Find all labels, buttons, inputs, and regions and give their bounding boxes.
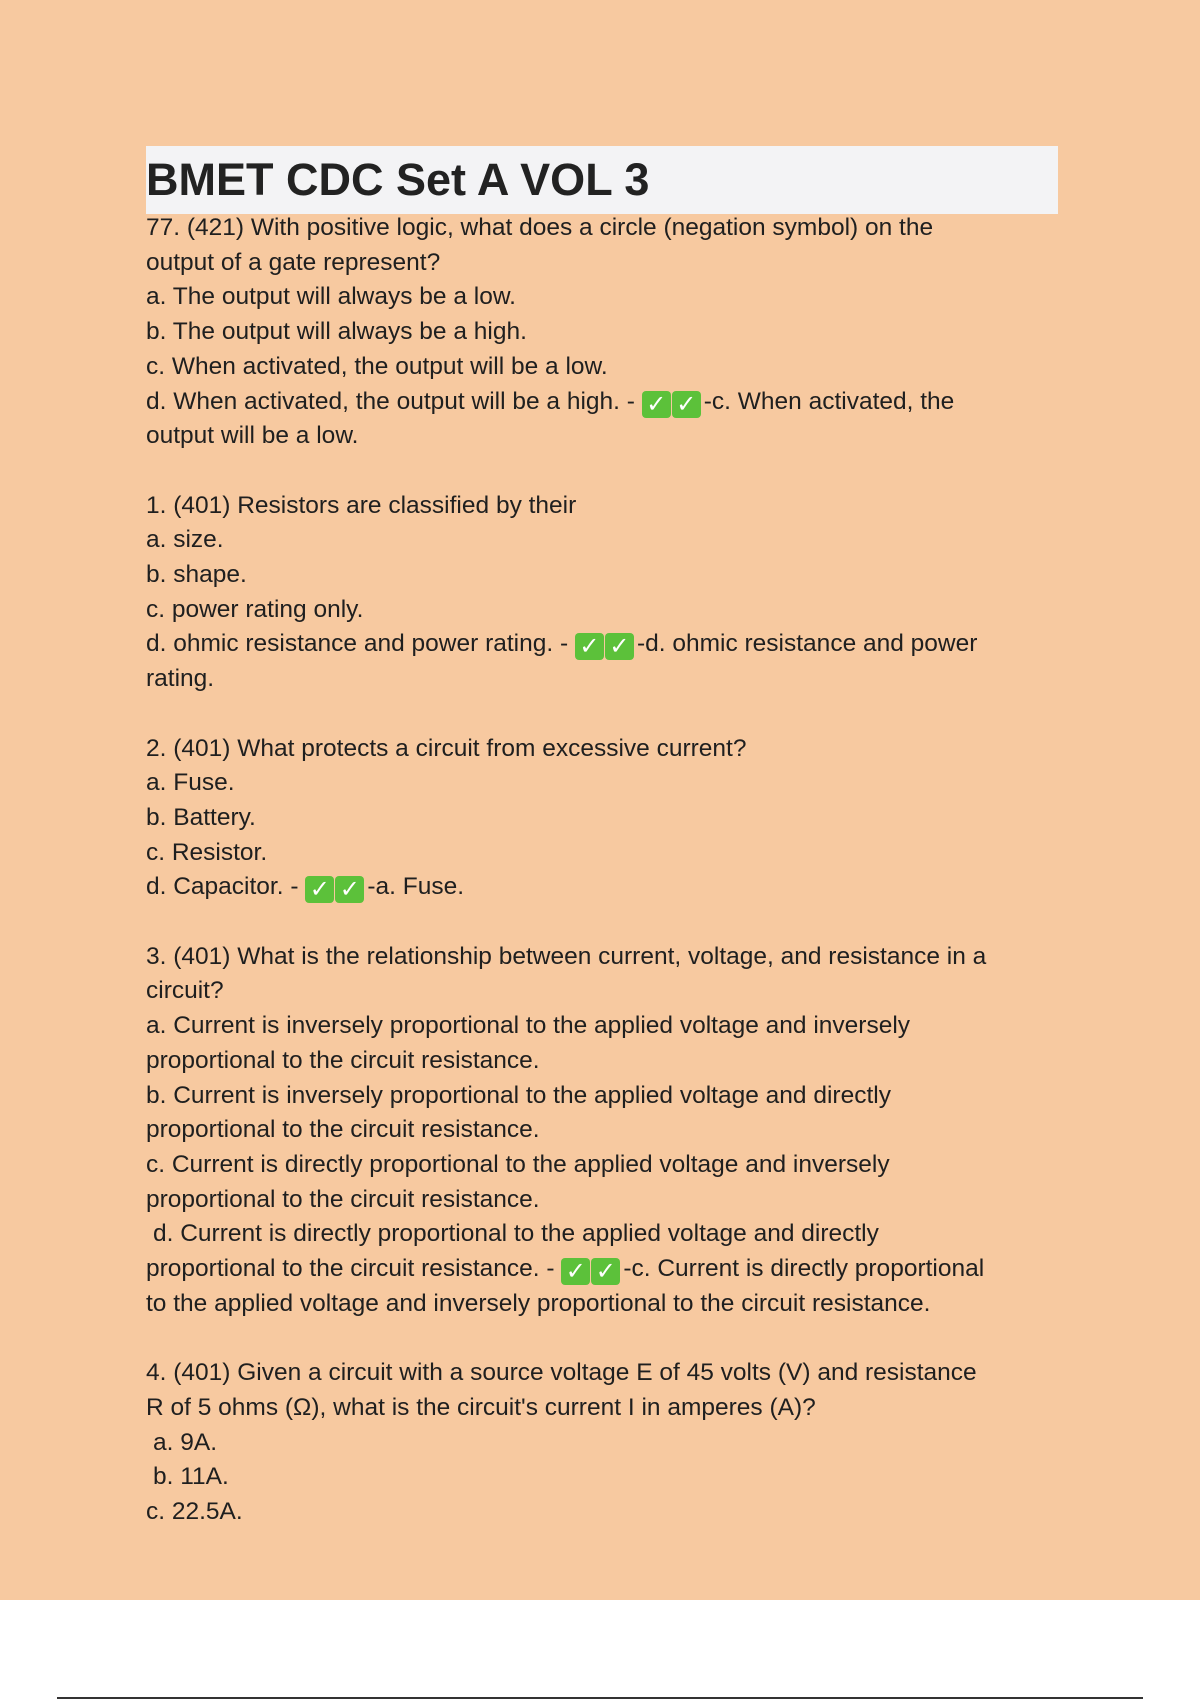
option-d: d. Capacitor. -	[146, 873, 299, 901]
check-mark-icon: ✓	[305, 876, 334, 903]
check-mark-icon: ✓	[561, 1258, 590, 1285]
answer-text: -c. When activated, the	[703, 387, 955, 415]
check-mark-icon: ✓	[575, 633, 604, 660]
option-c: proportional to the circuit resistance.	[146, 1185, 540, 1213]
spacer	[146, 1321, 1066, 1356]
check-mark-icon: ✓	[642, 391, 671, 418]
answer-continuation: to the applied voltage and inversely proportional to the circuit resistance.	[146, 1289, 931, 1317]
option-d-with-answer	[146, 627, 1066, 662]
spacer	[146, 905, 1066, 940]
option-d-with-answer	[146, 1252, 1066, 1287]
option-c: c. Current is directly proportional to the applied voltage and inversely	[146, 1150, 890, 1178]
option-c: c. Resistor.	[146, 838, 268, 866]
question-text: 2. (401) What protects a circuit from excessive current?	[146, 734, 747, 762]
check-mark-icon: ✓	[335, 876, 364, 903]
option-d: d. When activated, the output will be a high. -	[146, 387, 635, 415]
option-a: proportional to the circuit resistance.	[146, 1046, 540, 1074]
option-b: b. Current is inversely proportional to the applied voltage and directly	[146, 1081, 891, 1109]
check-mark-icon: ✓	[672, 391, 701, 418]
question-block-3	[146, 940, 1066, 1322]
option-b: b. Battery.	[146, 803, 256, 831]
option-d: d. ohmic resistance and power rating. -	[146, 630, 569, 658]
answer-continuation: rating.	[146, 665, 215, 693]
option-d: d. Current is directly proportional to the applied voltage and directly	[153, 1220, 879, 1248]
question-text: 77. (421) With positive logic, what does a circle (negation symbol) on the	[146, 214, 934, 241]
question-text: circuit?	[146, 977, 224, 1005]
question-block-77	[146, 211, 1066, 454]
question-text: 4. (401) Given a circuit with a source voltage E of 45 volts (V) and resistance	[146, 1359, 977, 1387]
check-mark-icon: ✓	[591, 1258, 620, 1285]
answer-text: -c. Current is directly proportional	[623, 1255, 985, 1283]
question-text: 1. (401) Resistors are classified by their	[146, 491, 577, 519]
question-block-4	[146, 1356, 1066, 1530]
question-block-1	[146, 489, 1066, 697]
option-b: b. 11A.	[153, 1463, 229, 1491]
question-text: output of a gate represent?	[146, 248, 441, 276]
document-body	[146, 211, 1066, 1530]
answer-continuation: output will be a low.	[146, 422, 359, 450]
question-text: 3. (401) What is the relationship between current, voltage, and resistance in a	[146, 942, 987, 970]
spacer	[146, 454, 1066, 489]
option-a: a. size.	[146, 526, 224, 554]
title-bar	[146, 146, 1058, 214]
page-divider	[57, 1697, 1143, 1699]
spacer	[146, 697, 1066, 732]
option-a: a. 9A.	[153, 1428, 218, 1456]
option-d: proportional to the circuit resistance. -	[146, 1255, 555, 1283]
option-d-with-answer	[146, 870, 1066, 905]
option-c: c. power rating only.	[146, 595, 364, 623]
document-title: BMET CDC Set A VOL 3	[146, 154, 650, 205]
option-c: c. When activated, the output will be a low.	[146, 352, 608, 380]
option-c: c. 22.5A.	[146, 1497, 243, 1525]
question-block-2	[146, 732, 1066, 906]
option-b: b. shape.	[146, 561, 247, 589]
check-mark-icon: ✓	[605, 633, 634, 660]
answer-text: -a. Fuse.	[367, 873, 465, 901]
option-a: a. Fuse.	[146, 769, 235, 797]
option-b: b. The output will always be a high.	[146, 318, 527, 346]
answer-text: -d. ohmic resistance and power	[636, 630, 978, 658]
option-a: a. The output will always be a low.	[146, 283, 516, 311]
option-b: proportional to the circuit resistance.	[146, 1116, 540, 1144]
question-text: R of 5 ohms (Ω), what is the circuit's current I in amperes (A)?	[146, 1393, 816, 1421]
option-a: a. Current is inversely proportional to the applied voltage and inversely	[146, 1012, 911, 1040]
option-d-with-answer	[146, 385, 1066, 420]
